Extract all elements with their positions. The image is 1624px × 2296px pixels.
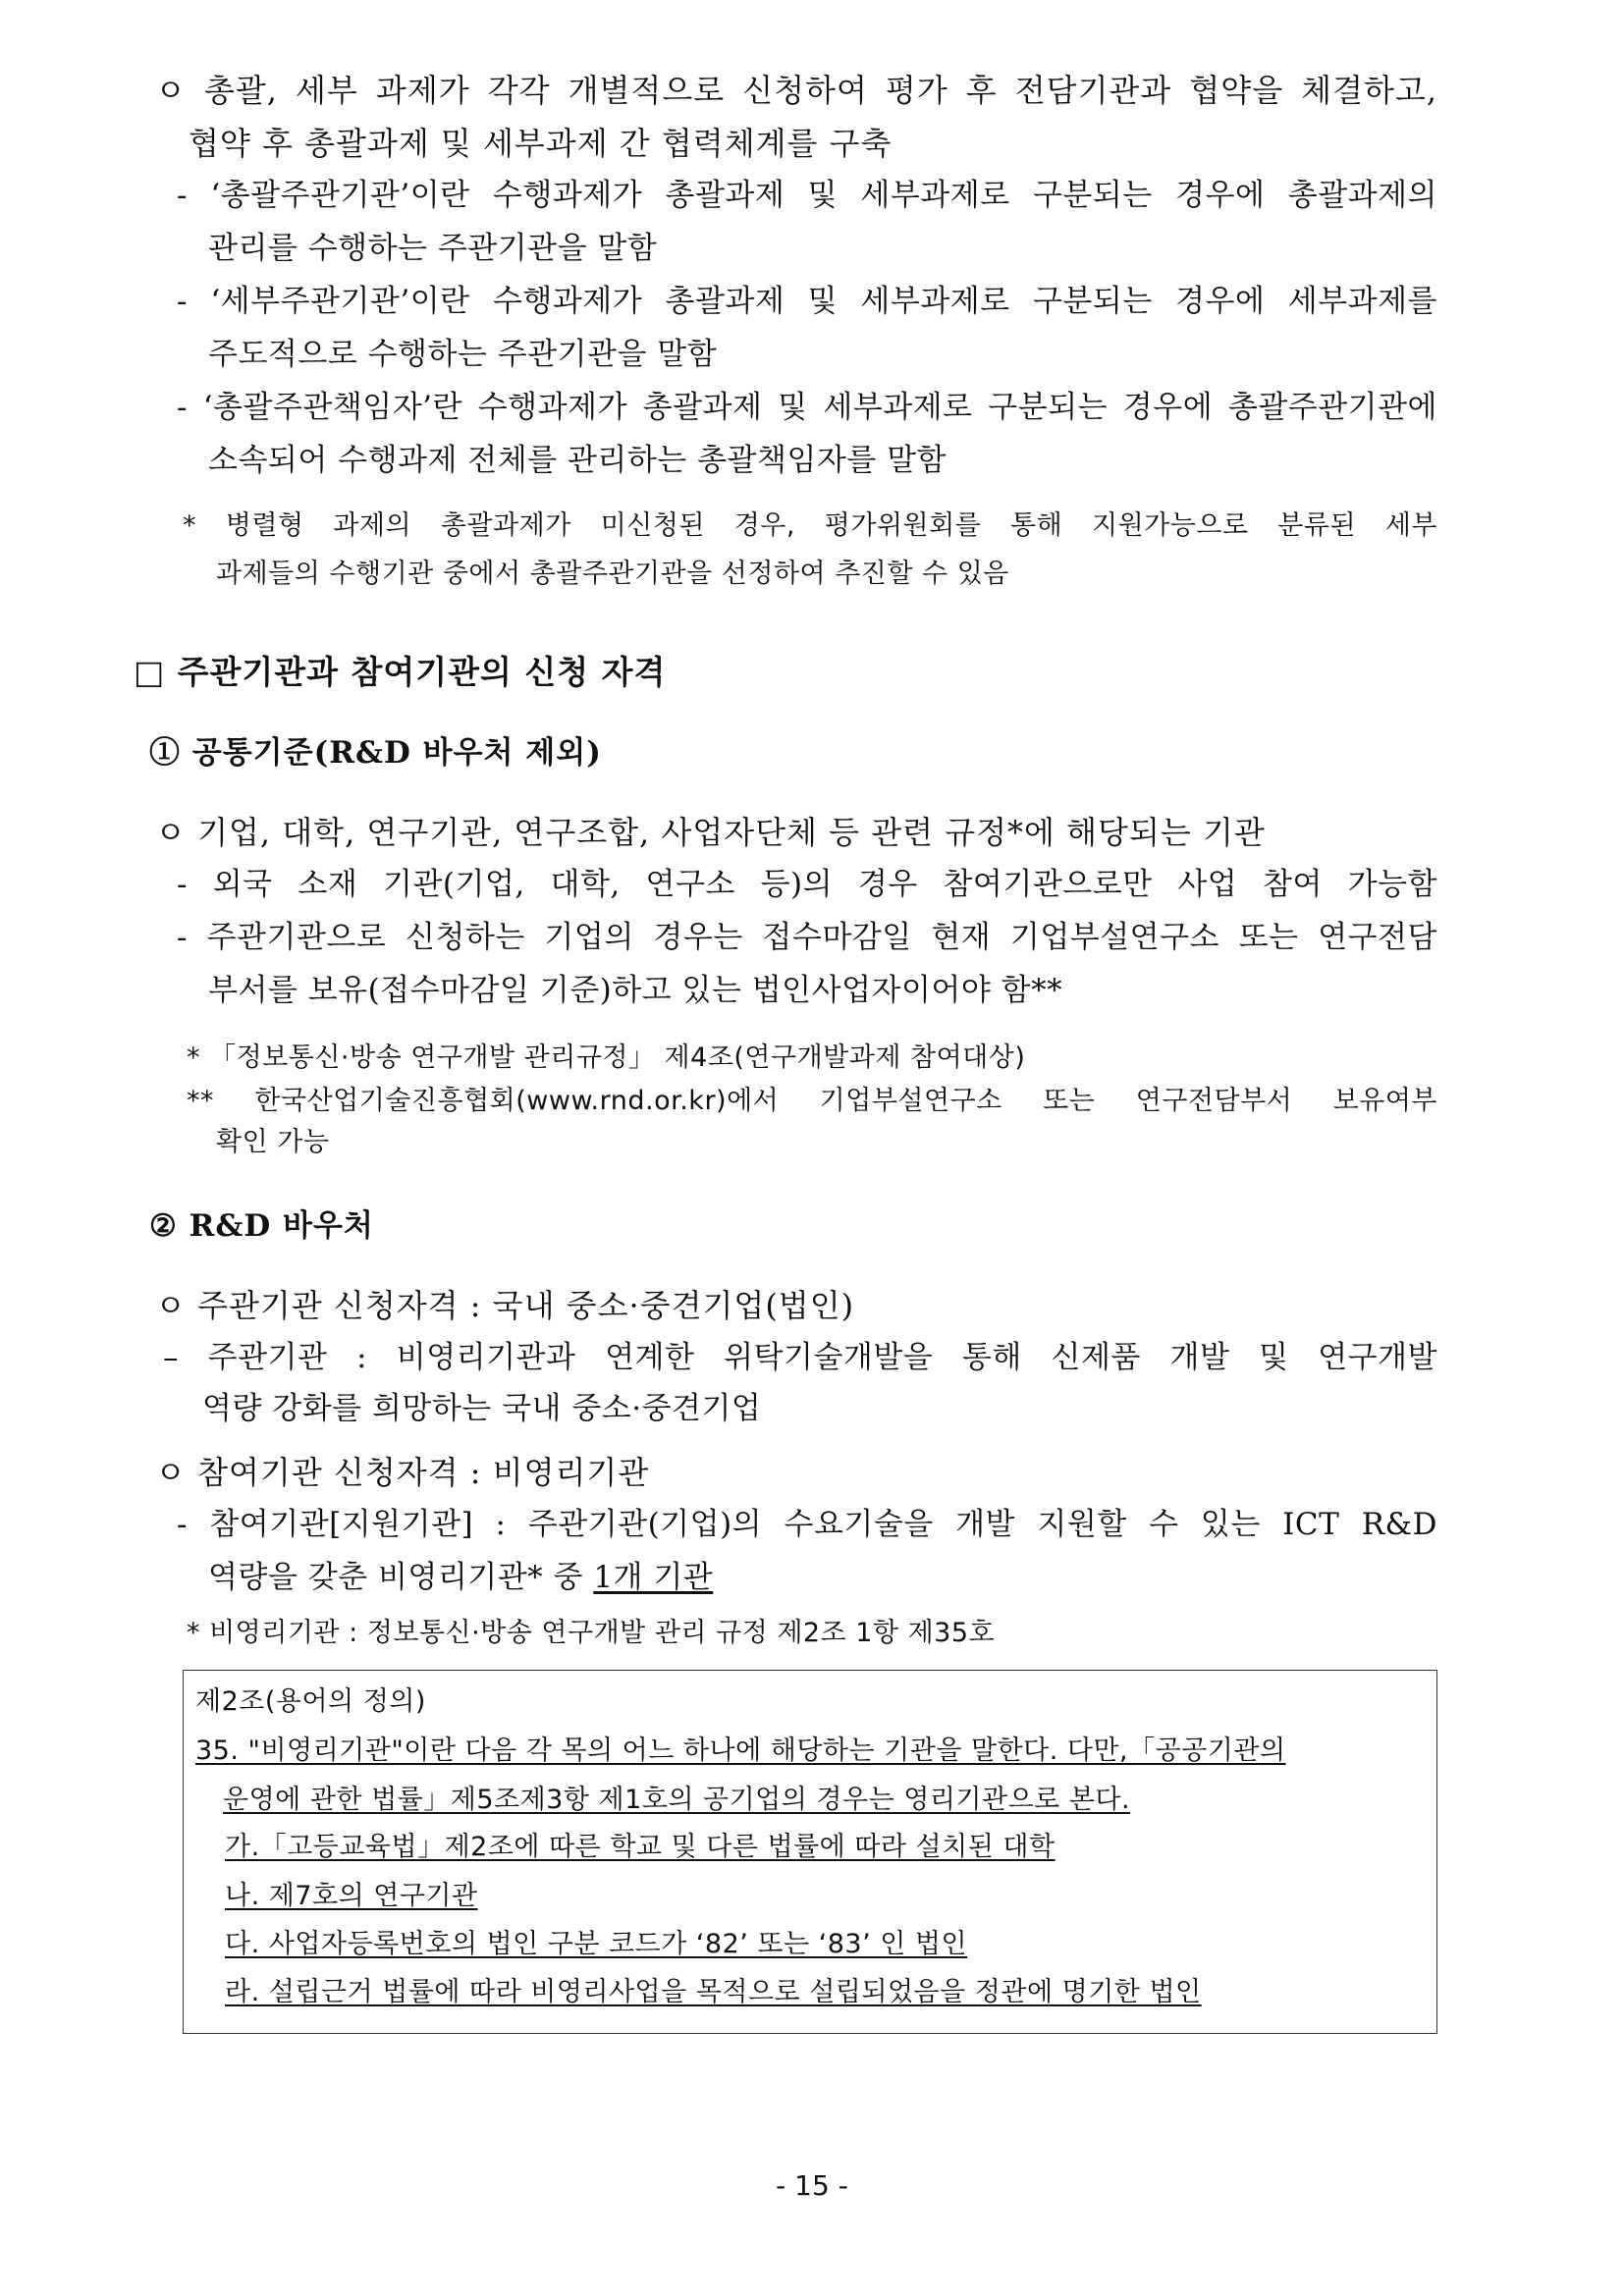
footnote-line: * 병렬형 과제의 총괄과제가 미신청된 경우, 평가위원회를 통해 지원가능으로 분류된 세부 — [183, 510, 1437, 541]
sub-item-line: – 주관기관 : 비영리기관과 연계한 위탁기술개발을 통해 신제품 개발 및 연구개발 — [163, 1340, 1437, 1375]
sub-item-line: - 주관기관으로 신청하는 기업의 경우는 접수마감일 현재 기업부설연구소 또는 연구전담 — [177, 920, 1437, 955]
sub-item-line: - ‘총괄주관기관’이란 수행과제가 총괄과제 및 세부과제로 구분되는 경우에 총괄과제의 — [177, 178, 1437, 213]
section-heading: □ 주관기관과 참여기관의 신청 자격 — [134, 653, 667, 691]
bullet-line: ㅇ 기업, 대학, 연구기관, 연구조합, 사업자단체 등 관련 규정*에 해당되는 기관 — [155, 814, 1266, 851]
sub-item-line-continuation: 역량 강화를 희망하는 국내 중소·중견기업 — [202, 1391, 762, 1426]
sub-item-line: - 외국 소재 기관(기업, 대학, 연구소 등)의 경우 참여기관으로만 사업 참여 가능함 — [177, 867, 1437, 902]
sub-item-line-continuation: 관리를 수행하는 주관기관을 말함 — [208, 231, 658, 266]
bullet-line: ㅇ 총괄, 세부 과제가 각각 개별적으로 신청하여 평가 후 전담기관과 협약을 체결하고, — [155, 72, 1437, 109]
subsection-heading-common: ① 공통기준(R&D 바우처 제외) — [149, 735, 602, 771]
box-item-line-continuation: 운영에 관한 법률」제5조제3항 제1호의 공기업의 경우는 영리기관으로 본다. — [223, 1785, 1131, 1815]
sub-item-line-continuation: 주도적으로 수행하는 주관기관을 말함 — [208, 337, 718, 372]
footnote-line-continuation: 확인 가능 — [216, 1127, 330, 1157]
sub-item-line-continuation: 부서를 보유(접수마감일 기준)하고 있는 법인사업자이어야 함** — [208, 973, 1063, 1008]
box-sub-item: 다. 사업자등록번호의 법인 구분 코드가 ‘82’ 또는 ‘83’ 인 법인 — [225, 1929, 968, 1959]
sub-item-line: - ‘세부주관기관’이란 수행과제가 총괄과제 및 세부과제로 구분되는 경우에 세부과제를 — [177, 284, 1437, 319]
sub-item-line: - ‘총괄주관책임자’란 수행과제가 총괄과제 및 세부과제로 구분되는 경우에 총괄주관기관에 — [177, 390, 1437, 425]
sub-item-line: - 참여기관[지원기관] : 주관기관(기업)의 수요기술을 개발 지원할 수 있는 ICT R&D — [177, 1507, 1437, 1542]
subsection-heading-voucher: ② R&D 바우처 — [149, 1208, 374, 1244]
box-title: 제2조(용어의 정의) — [195, 1686, 426, 1717]
box-sub-item: 가.「고등교육법」제2조에 따른 학교 및 다른 법률에 따라 설치된 대학 — [225, 1832, 1056, 1862]
sub-item-line-continuation — [208, 1561, 713, 1596]
box-sub-item: 나. 제7호의 연구기관 — [225, 1881, 478, 1911]
footnote-line: * 「정보통신·방송 연구개발 관리규정」 제4조(연구개발과제 참여대상) — [187, 1042, 1026, 1073]
bullet-line: ㅇ 주관기관 신청자격 : 국내 중소·중견기업(법인) — [155, 1287, 855, 1324]
footnote-line: ** 한국산업기술진흥협회(www.rnd.or.kr)에서 기업부설연구소 또는 연구전담부서 보유여부 — [187, 1086, 1437, 1116]
bullet-line: ㅇ 참여기관 신청자격 : 비영리기관 — [155, 1454, 650, 1491]
bullet-line-continuation: 협약 후 총괄과제 및 세부과제 간 협력체계를 구축 — [189, 125, 893, 162]
box-sub-item: 라. 설립근거 법률에 따라 비영리사업을 목적으로 설립되었음을 정관에 명기한 법인 — [225, 1977, 1202, 2007]
footnote-line-continuation: 과제들의 수행기관 중에서 총괄주관기관을 선정하여 추진할 수 있음 — [216, 559, 1009, 589]
box-item-line: 35. "비영리기관"이란 다음 각 목의 어느 하나에 해당하는 기관을 말한다. 다만,「공공기관의 — [195, 1735, 1286, 1766]
page-number: - 15 - — [776, 2169, 848, 2202]
underlined-count: 1개 기관 — [593, 1560, 714, 1595]
sub-item-line-continuation: 소속되어 수행과제 전체를 관리하는 총괄책임자를 말함 — [208, 443, 947, 478]
definition-box — [183, 1670, 1437, 2034]
sub-item-text: 역량을 갖춘 비영리기관* 중 — [208, 1560, 594, 1595]
footnote-line: * 비영리기관 : 정보통신·방송 연구개발 관리 규정 제2조 1항 제35호 — [187, 1618, 996, 1648]
